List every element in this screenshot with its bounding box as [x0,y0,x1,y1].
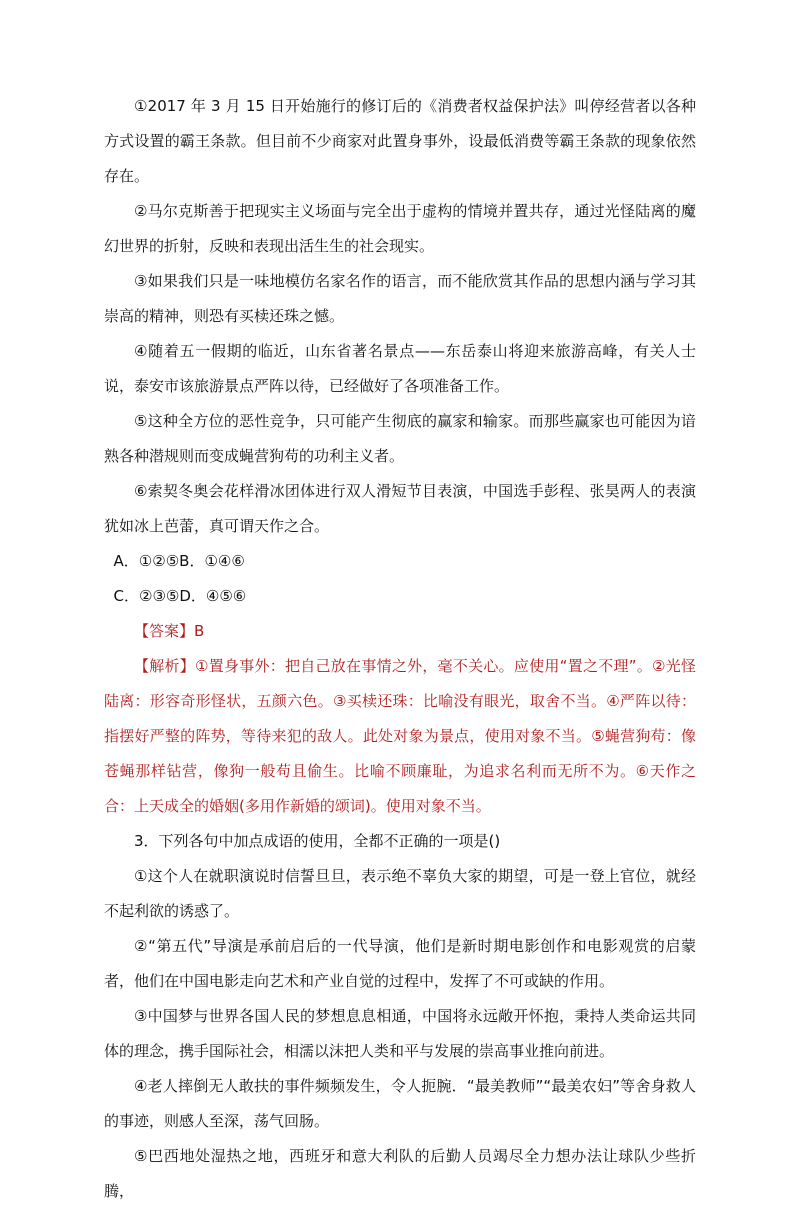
q3-item-3: ③中国梦与世界各国人民的梦想息息相通，中国将永远敞开怀抱，秉持人类命运共同体的理念，携手国际社会，相濡以沫把人类和平与发展的崇高事业推向前进。 [104,1007,696,1060]
q2-item-6: ⑥索契冬奥会花样滑冰团体进行双人滑短节目表演，中国选手彭程、张昊两人的表演犹如冰上芭蕾，真可谓天作之合。 [104,482,696,535]
q2-options-ab [104,544,696,579]
q2-analysis [104,649,696,824]
q2-item-3: ③如果我们只是一味地模仿名家名作的语言，而不能欣赏其作品的思想内涵与学习其崇高的精神，则恐有买椟还珠之憾。 [104,272,696,325]
q2-options-cd [104,579,696,614]
answer-value: B [194,622,205,640]
answer-tag: 【答案】 [134,622,195,640]
document-page [104,89,696,1209]
q3-item-4: ④老人摔倒无人敢扶的事件频频发生，令人扼腕．“最美教师”“最美农妇”等舍身救人的事迹，则感人至深，荡气回肠。 [104,1077,696,1130]
analysis-tag: 【解析】 [134,657,196,675]
q2-item-2: ②马尔克斯善于把现实主义场面与完全出于虚构的情境并置共存，通过光怪陆离的魔幻世界的折射，反映和表现出活生生的社会现实。 [104,202,696,255]
q2-item-4: ④随着五一假期的临近，山东省著名景点——东岳泰山将迎来旅游高峰，有关人士说，泰安市该旅游景点严阵以待，已经做好了各项准备工作。 [104,342,696,395]
q2-options-cd-text: C．②③⑤D．④⑤⑥ [113,587,247,605]
q3-item-5: ⑤巴西地处湿热之地，西班牙和意大利队的后勤人员竭尽全力想办法让球队少些折腾， [104,1147,696,1200]
q3-item-2: ②“第五代”导演是承前启后的一代导演，他们是新时期电影创作和电影观赏的启蒙者，他们在中国电影走向艺术和产业自觉的过程中，发挥了不可或缺的作用。 [104,937,696,990]
q2-answer [104,614,696,649]
q2-item-5: ⑤这种全方位的恶性竞争，只可能产生彻底的赢家和输家。而那些赢家也可能因为谙熟各种潜规则而变成蝇营狗苟的功利主义者。 [104,412,696,465]
q3-stem: 3．下列各句中加点成语的使用，全都不正确的一项是() [134,832,501,850]
q3-item-1: ①这个人在就职演说时信誓旦旦，表示绝不辜负大家的期望，可是一登上官位，就经不起利欲的诱惑了。 [104,867,696,920]
q2-item-1: ①2017 年 3 月 15 日开始施行的修订后的《消费者权益保护法》叫停经营者以各种方式设置的霸王条款。但目前不少商家对此置身事外，设最低消费等霸王条款的现象依然存在。 [104,97,696,185]
q2-options-ab-text: A．①②⑤B．①④⑥ [113,552,245,570]
analysis-text: ①置身事外：把自己放在事情之外，毫不关心。应使用“置之不理”。②光怪陆离：形容奇形怪状，五颜六色。③买椟还珠：比喻没有眼光，取舍不当。④严阵以待：指摆好严整的阵势，等待来犯的敌人。此处对象为景点，使用对象不当。⑤蝇营狗苟：像苍蝇那样钻营，像狗一般苟且偷生。比喻不顾廉耻，为追求名利而无所不为。⑥天作之合：上天成全的婚姻(多用作新婚的颂词)。使用对象不当。 [104,657,696,815]
